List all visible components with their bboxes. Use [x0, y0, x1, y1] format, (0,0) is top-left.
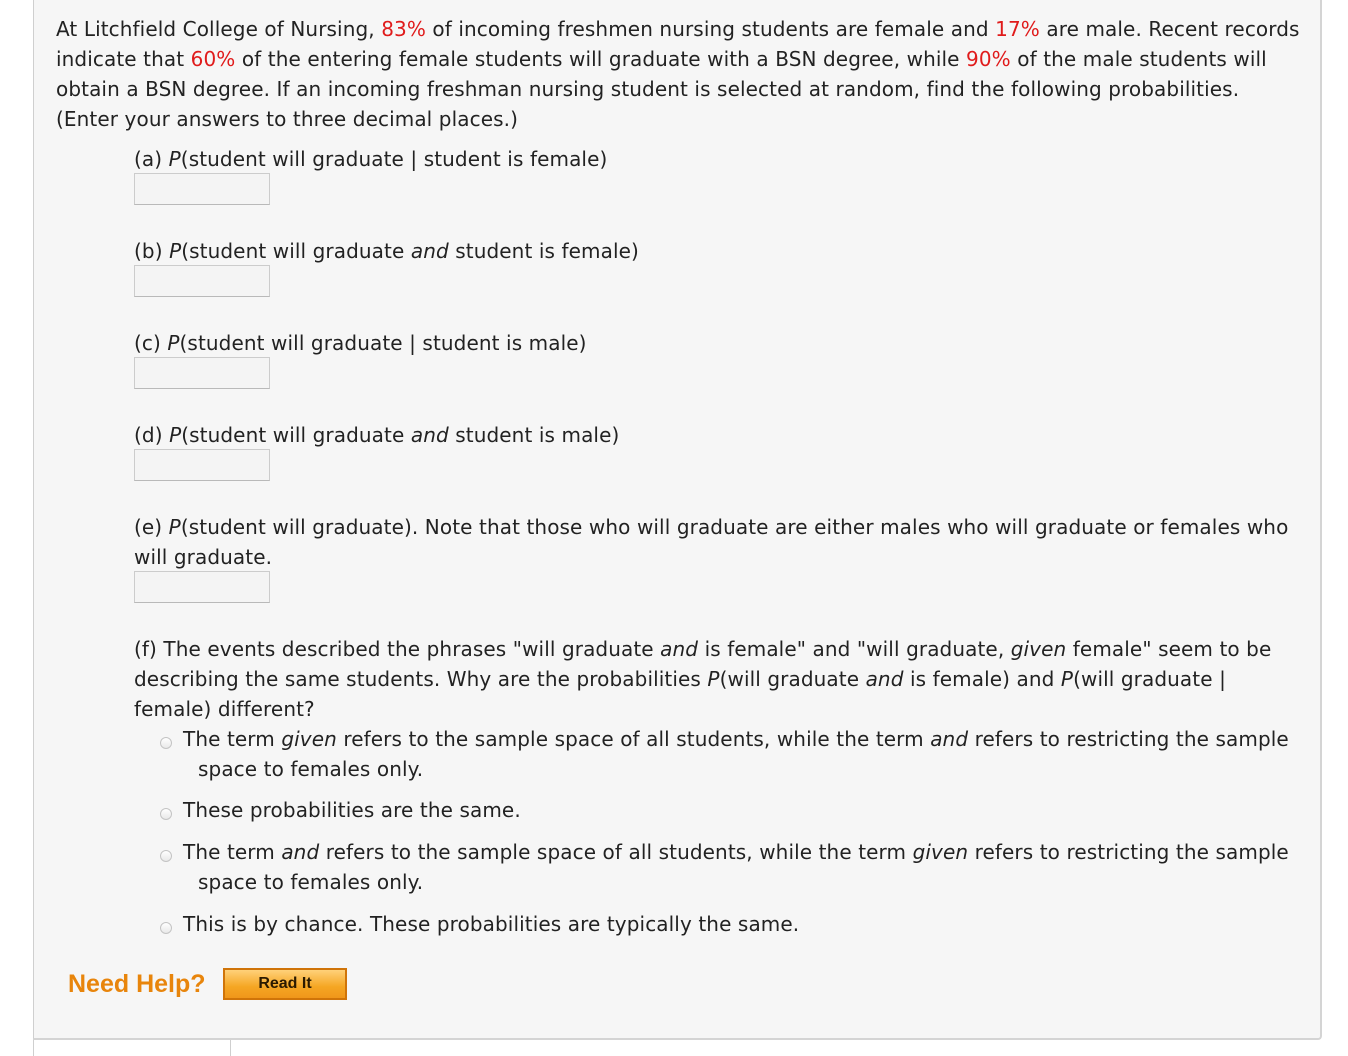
question-b-label: (b) P(student will graduate and student is female): [134, 239, 639, 263]
radio-button[interactable]: [160, 850, 172, 862]
radio-button[interactable]: [160, 922, 172, 934]
percent-female: 83%: [381, 17, 426, 41]
divider: [33, 1040, 34, 1056]
percent-male: 17%: [995, 17, 1040, 41]
percent-female-graduate: 60%: [190, 47, 236, 71]
question-d-label: (d) P(student will graduate and student is male): [134, 423, 620, 447]
answer-b-input[interactable]: [134, 265, 270, 297]
answer-a-input[interactable]: [134, 173, 270, 205]
choice-option-3-label: The term and refers to the sample space of all students, while the term given refers to restricting the sample space to females only.: [183, 840, 1289, 894]
choice-option-4[interactable]: [160, 909, 1310, 939]
choice-option-2-label: These probabilities are the same.: [183, 798, 521, 822]
question-f-label: (f) The events described the phrases "will graduate and is female" and "will graduate, given female" seem to be describing the same students. Why are the probabilities P(will graduate and is female) and P(will graduate | female) different?: [134, 637, 1272, 721]
question-e-label: (e) P(student will graduate). Note that those who will graduate are either males who will graduate or females who will graduate.: [134, 515, 1289, 569]
choice-option-1-label: The term given refers to the sample space of all students, while the term and refers to restricting the sample space to females only.: [183, 727, 1289, 781]
radio-button[interactable]: [160, 737, 172, 749]
answer-e-input[interactable]: [134, 571, 270, 603]
read-it-button[interactable]: Read It: [223, 968, 347, 1000]
divider: [230, 1040, 231, 1056]
choice-option-2[interactable]: [160, 795, 1310, 825]
question-a-label: (a) P(student will graduate | student is female): [134, 147, 608, 171]
question-c-label: (c) P(student will graduate | student is male): [134, 331, 587, 355]
percent-male-graduate: 90%: [966, 47, 1011, 71]
choice-option-1[interactable]: [160, 724, 1310, 784]
radio-button[interactable]: [160, 808, 172, 820]
choice-option-3[interactable]: [160, 837, 1310, 897]
need-help-label: Need Help?: [68, 970, 206, 998]
problem-statement: At Litchfield College of Nursing, 83% of incoming freshmen nursing students are female and 17% are male. Recent records indicate that 60% of the entering female students will graduate with a BSN degree, while 90% of the male students will obtain a BSN degree. If an incoming freshman nursing student is selected at random, find the following probabilities. (Enter your answers to three decimal places.): [56, 17, 1300, 131]
answer-c-input[interactable]: [134, 357, 270, 389]
choice-option-4-label: This is by chance. These probabilities are typically the same.: [183, 912, 800, 936]
answer-d-input[interactable]: [134, 449, 270, 481]
